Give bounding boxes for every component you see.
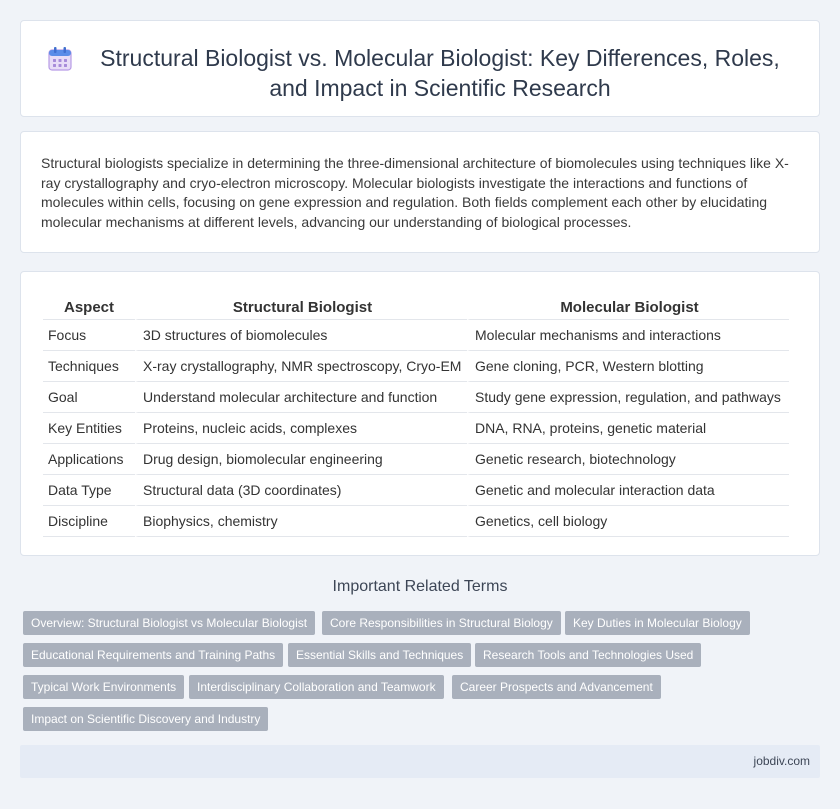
table-cell: Focus — [43, 320, 135, 351]
column-header-structural: Structural Biologist — [135, 294, 467, 320]
table-cell: Techniques — [43, 351, 135, 382]
table-row — [43, 475, 789, 506]
table-cell: Proteins, nucleic acids, complexes — [135, 413, 467, 444]
table-cell: Biophysics, chemistry — [135, 506, 467, 537]
column-header-aspect: Aspect — [43, 294, 135, 320]
site-link[interactable]: jobdiv.com — [753, 754, 810, 768]
comparison-table-card — [20, 271, 820, 556]
related-term-tag[interactable]: Core Responsibilities in Structural Biology — [322, 611, 561, 635]
related-term-tag[interactable]: Essential Skills and Techniques — [288, 643, 471, 667]
table-row — [43, 351, 789, 382]
related-term-tag[interactable]: Career Prospects and Advancement — [452, 675, 661, 699]
table-cell: Key Entities — [43, 413, 135, 444]
page-title: Structural Biologist vs. Molecular Biologist: Key Differences, Roles, and Impact in Scientific Research — [100, 45, 780, 101]
table-cell: 3D structures of biomolecules — [135, 320, 467, 351]
related-term-tag[interactable]: Research Tools and Technologies Used — [475, 643, 701, 667]
table-cell: Molecular mechanisms and interactions — [467, 320, 789, 351]
table-row — [43, 506, 789, 537]
comparison-table — [43, 294, 789, 537]
title-card — [20, 20, 820, 117]
table-cell: X-ray crystallography, NMR spectroscopy, Cryo-EM — [135, 351, 467, 382]
table-cell: Discipline — [43, 506, 135, 537]
footer — [20, 745, 820, 778]
table-cell: Drug design, biomolecular engineering — [135, 444, 467, 475]
table-header-row — [43, 294, 789, 320]
table-cell: Understand molecular architecture and function — [135, 382, 467, 413]
column-header-molecular: Molecular Biologist — [467, 294, 789, 320]
intro-paragraph: Structural biologists specialize in determining the three-dimensional architecture of biomolecules using techniques like X-ray crystallography and cryo-electron microscopy. Molecular biologists investigate the interactions and functions of molecules within cells, focusing on gene expression and regulation. Both fields complement each other by elucidating molecular mechanisms at different levels, advancing our understanding of biological processes. — [41, 155, 789, 230]
table-cell: Genetics, cell biology — [467, 506, 789, 537]
table-cell: Study gene expression, regulation, and pathways — [467, 382, 789, 413]
table-cell: Structural data (3D coordinates) — [135, 475, 467, 506]
table-row — [43, 382, 789, 413]
table-cell: Genetic and molecular interaction data — [467, 475, 789, 506]
intro-card — [20, 131, 820, 253]
related-term-tag[interactable]: Impact on Scientific Discovery and Industry — [23, 707, 268, 731]
related-term-tag[interactable]: Overview: Structural Biologist vs Molecular Biologist — [23, 611, 315, 635]
related-term-tag[interactable]: Typical Work Environments — [23, 675, 184, 699]
related-term-tag[interactable]: Educational Requirements and Training Paths — [23, 643, 283, 667]
table-row — [43, 413, 789, 444]
related-terms-title: Important Related Terms — [332, 578, 508, 595]
table-cell: Data Type — [43, 475, 135, 506]
related-term-tag[interactable]: Interdisciplinary Collaboration and Teamwork — [189, 675, 444, 699]
table-cell: Genetic research, biotechnology — [467, 444, 789, 475]
table-cell: DNA, RNA, proteins, genetic material — [467, 413, 789, 444]
table-row — [43, 320, 789, 351]
table-cell: Applications — [43, 444, 135, 475]
table-cell: Gene cloning, PCR, Western blotting — [467, 351, 789, 382]
related-term-tag[interactable]: Key Duties in Molecular Biology — [565, 611, 750, 635]
table-cell: Goal — [43, 382, 135, 413]
table-row — [43, 444, 789, 475]
